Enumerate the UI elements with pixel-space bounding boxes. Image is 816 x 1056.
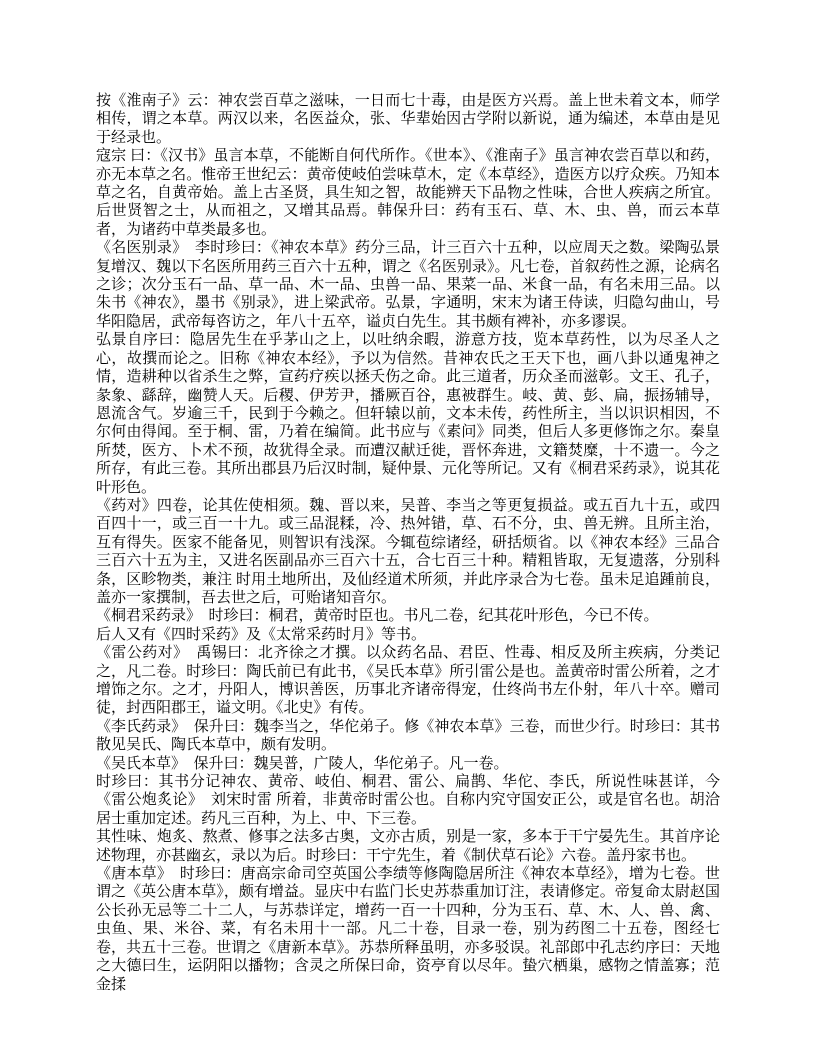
paragraph: 《名医别录》 李时珍曰：《神农本草》药分三品，计三百六十五种，以应周天之数。梁陶弘景复增汉、魏以下名医所用药三百六十五种，谓之《名医别录》。凡七卷，首叙药性之源，论病名之诊；次分玉石一品、草一品、木一品、虫兽一品、果菜一品、米食一品，有名未用三品。以朱书《神农》，墨书《别录》，进上梁武帝。弘景，字通明，宋末为诸王侍读，归隐勾曲山，号华阳隐居，武帝每咨访之，年八十五卒，谥贞白先生。其书颇有裨补，亦多谬误。 <box>96 240 720 330</box>
paragraph: 《桐君采药录》 时珍曰：桐君，黄帝时臣也。书凡二卷，纪其花叶形色，今已不传。 <box>96 608 659 625</box>
document-content <box>96 92 720 994</box>
paragraph: 后人又有《四时采药》及《太常采药时月》等书。 <box>96 626 427 643</box>
paragraph: 《李氏药录》 保升曰：魏李当之，华佗弟子。修《神农本草》三卷，而世少行。时珍曰：其书散见吴氏、陶氏本草中，颇有发明。 <box>96 718 720 754</box>
paragraph: 其性味、炮炙、熬煮、修事之法多古奥，文亦古质，别是一家，多本于干宁晏先生。其首序论述物理，亦甚幽玄，录以为后。时珍曰：干宁先生，着《制伏草石论》六卷。盖丹家书也。 <box>96 829 720 864</box>
paragraph: 《唐本草》 时珍曰：唐高宗命司空英国公李绩等修陶隐居所注《神农本草经》，增为七卷。世谓之《英公唐本草》，颇有增益。显庆中右监门长史苏恭重加订注，表请修定。帝复命太尉赵国公长孙无忌等二十二人，与苏恭详定，增药一百一十四种，分为玉石、草、木、人、兽、禽、虫鱼、果、米谷、菜，有名未用十一部。凡二十卷，目录一卷，别为药图二十五卷，图经七卷，共五十三卷。世谓之《唐新本草》。苏恭所释虽明，亦多驳误。礼部郎中孔志约序曰：天地之大德曰生，运阴阳以播物；含灵之所保曰命，资亭育以尽年。蛰穴栖巢，感物之情盖寡；范金揉 <box>96 866 720 993</box>
paragraph: 《药对》四卷，论其佐使相须。魏、晋以来，吴普、李当之等更复损益。或五百九十五，或四百四十一，或三百一十九。或三品混糅，冷、热舛错，草、石不分，虫、兽无辨。且所主治，互有得失。医家不能备见，则智识有浅深。今辄苞综诸经，研括烦省。以《神农本经》三品合三百六十五为主，又进名医副品亦三百六十五，合七百三十种。精粗皆取，无复遗落，分别科条，区畛物类，兼注 时用土地所出，及仙经道术所须，并此序录合为七卷。虽未足追踵前良，盖亦一家撰制，吾去世之后，可贻诸知音尔。 <box>96 497 720 606</box>
paragraph: 《吴氏本草》 保升曰：魏吴普，广陵人，华佗弟子。凡一卷。 <box>96 755 509 772</box>
paragraph: 时珍曰：其书分记神农、黄帝、岐伯、桐君、雷公、扁鹊、华佗、李氏，所说性味甚详，今《雷公炮炙论》 刘宋时雷 所着，非黄帝时雷公也。自称内究守国安正公，或是官名也。胡洽居士重加定述。药凡三百种，为上、中、下三卷。 <box>96 774 720 827</box>
paragraph: 弘景自序曰：隐居先生在乎茅山之上，以吐纳余暇，游意方技，览本草药性，以为尽圣人之心，故撰而论之。旧称《神农本经》，予以为信然。昔神农氏之王天下也，画八卦以通鬼神之情，造耕种以省杀生之弊，宣药疗疾以拯夭伤之命。此三道者，历众圣而滋彰。文王、孔子，彖象、繇辞，幽赞人天。后稷、伊芳尹，播厥百谷，惠被群生。岐、黄、彭、扁，振扬辅导，恩流含气。岁逾三千，民到于今赖之。但轩辕以前，文本未传，药性所主，当以识识相因，不尔何由得闻。至于桐、雷，乃着在编简。此书应与《素问》同类，但后人多更修饰之尔。秦皇所焚，医方、卜术不预，故犹得全录。而遭汉献迁徙，晋怀奔进，文籍焚糜，十不遗一。今之所存，有此三卷。其所出郡县乃后汉时制，疑仲景、元化等所记。又有《桐君采药录》，说其花叶形色。 <box>96 332 720 496</box>
paragraph: 寇宗 曰：《汉书》虽言本草，不能断自何代所作。《世本》、《淮南子》虽言神农尝百草以和药，亦无本草之名。惟帝王世纪云：黄帝使岐伯尝味草木，定《本草经》，造医方以疗众疾。乃知本草之名，自黄帝始。盖上古圣贤，具生知之智，故能辨天下品物之性味，合世人疾病之所宜。后世贤智之士，从而祖之，又增其品焉。韩保升曰：药有玉石、草、木、虫、兽，而云本草者，为诸药中草类最多也。 <box>96 148 720 238</box>
paragraph: 按《淮南子》云：神农尝百草之滋味，一日而七十毒，由是医方兴焉。盖上世未着文本，师学相传，谓之本草。两汉以来，名医益众，张、华辈始因古学附以新说，通为编述，本草由是见于经录也。 <box>96 93 720 146</box>
paragraph: 《雷公药对》 禹锡曰：北齐徐之才撰。以众药名品、君臣、性毒、相反及所主疾病，分类记之，凡二卷。时珍曰：陶氏前已有此书，《吴氏本草》所引雷公是也。盖黄帝时雷公所着，之才增饰之尔。之才，丹阳人，博识善医，历事北齐诸帝得宠，仕终尚书左仆射，年八十卒。赠司徒，封西阳郡王，谥文明。《北史》有传。 <box>96 645 720 717</box>
